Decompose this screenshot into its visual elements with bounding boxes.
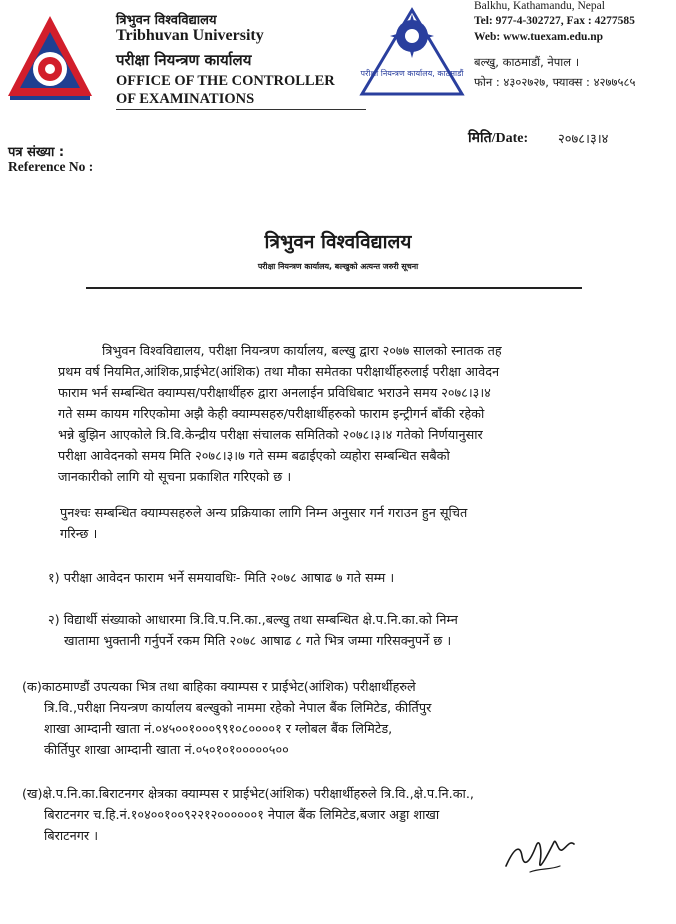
para1-line: फाराम भर्न सम्बन्धित क्याम्पस/परीक्षार्थीहरु द्वारा अनलाईन प्रविधिबाट भराउने समय २०७८।३।४ [58,386,491,401]
address-nepali: बल्खु, काठमाडौं, नेपाल । [474,55,580,69]
university-name-nepali: त्रिभुवन विश्वविद्यालय [116,13,217,28]
para2-line: पुनश्चः सम्बन्धित क्याम्पसहरुले अन्य प्रक्रियाका लागि निम्न अनुसार गर्न गराउन हुन सूचित [60,506,468,521]
university-name-english: Tribhuvan University [116,27,264,44]
item-ka-line: (क)काठमाण्डौं उपत्यका भित्र तथा बाहिका क्याम्पस र प्राईभेट(आंशिक) परीक्षार्थीहरुले [22,680,416,695]
title-underline [86,287,582,289]
reference-label-nepali: पत्र संख्या : [8,145,65,160]
notice-title-line1: त्रिभुवन विश्वविद्यालय [264,231,412,253]
item-ka-line: कीर्तिपुर शाखा आम्दानी खाता नं.०५०१०१०००००५०० [44,743,289,758]
tribhuvan-university-logo [6,14,94,102]
office-name-english-line2: OF EXAMINATIONS [116,91,255,107]
office-name-english-line1: OFFICE OF THE CONTROLLER [116,73,335,89]
item-kha-line: (ख)क्षे.प.नि.का.बिराटनगर क्षेत्रका क्याम्पस र प्राईभेट(आंशिक) परीक्षार्थीहरुले त्रि.वि.,क्षे.प.नि.का., [22,787,475,802]
date-label: मिति/Date: [468,131,529,146]
item-kha-line: बिराटनगर । [44,829,99,844]
date-value: २०७८।३।४ [558,132,609,147]
telephone-fax: Tel: 977-4-302727, Fax : 4277585 [474,15,635,27]
para1-line: प्रथम वर्ष नियमित,आंशिक,प्राईभेट(आंशिक) तथा मौका समेतका परीक्षार्थीहरुलाई परीक्षा आवेदन [58,365,500,380]
address-english: Balkhu, Kathamandu, Nepal [474,0,605,12]
seal-text: परीक्षा नियन्त्रण कार्यालय, काठमाडौं [360,69,464,78]
list-item-2-line: २) विद्यार्थी संख्याको आधारमा त्रि.वि.प.नि.का.,बल्खु तथा सम्बन्धित क्षे.प.नि.का.को निम्न [48,613,458,628]
reference-label-english: Reference No : [8,159,94,174]
website: Web: www.tuexam.edu.np [474,31,604,43]
para2-line: गरिन्छ । [60,527,98,542]
para1-line: भन्ने बुझिन आएकोले त्रि.वि.केन्द्रीय परीक्षा संचालक समितिको २०७८।३।४ गतेको निर्णयानुसार [58,428,483,443]
item-ka-line: त्रि.वि.,परीक्षा नियन्त्रण कार्यालय बल्खुको नाममा रहेको नेपाल बैंक लिमिटेड, कीर्तिपुर [44,701,432,716]
para1-line: त्रिभुवन विश्वविद्यालय, परीक्षा नियन्त्रण कार्यालय, बल्खु द्वारा २०७७ सालको स्नातक तह [102,344,502,359]
notice-title-line2: परीक्षा नियन्त्रण कार्यालय, बल्खुको अत्यन्त जरुरी सूचना [257,262,419,271]
phone-nepali: फोन : ४३०२७२७, फ्याक्स : ४२७७५८५ [474,75,636,89]
para1-line: जानकारीको लागि यो सूचना प्रकाशित गरिएको छ । [58,470,292,485]
list-item-1: १) परीक्षा आवेदन फाराम भर्ने समयावधिः- मिति २०७८ आषाढ ७ गते सम्म । [48,571,395,586]
header-rule [116,109,366,110]
item-kha-line: बिराटनगर च.हि.नं.१०४००१००९२२१२००००००१ नेपाल बैंक लिमिटेड,बजार अड्डा शाखा [44,808,440,823]
para1-line: परीक्षा आवेदनको समय मिति २०७८।३।७ गते सम्म बढाईएको व्यहोरा सम्बन्धित सबैको [58,449,450,464]
office-name-nepali: परीक्षा नियन्त्रण कार्यालय [116,51,252,69]
signature [500,822,580,882]
office-seal-logo [356,6,468,98]
item-ka-line: शाखा आम्दानी खाता नं.०४५००१०००९९१०८००००१ र ग्लोबल बैंक लिमिटेड, [44,722,393,737]
list-item-2-line: खातामा भुक्तानी गर्नुपर्ने रकम मिति २०७८ आषाढ ८ गते भित्र जम्मा गरिसक्नुपर्ने छ । [64,634,452,649]
para1-line: गते सम्म कायम गरिएकोमा अझै केही क्याम्पसहरु/परीक्षार्थीहरुको फाराम इन्ट्रीगर्न बाँकी रहेको [58,407,485,422]
